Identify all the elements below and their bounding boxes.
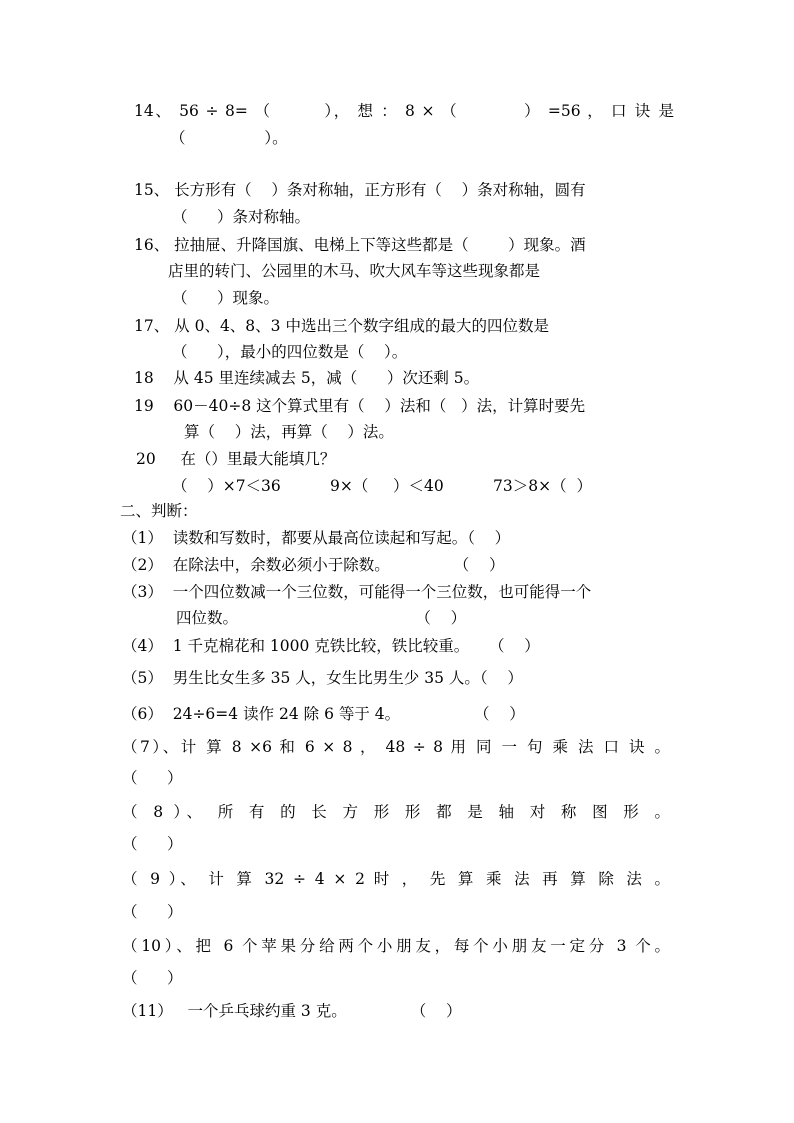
q15-line-2: （ ）条对称轴。 bbox=[172, 208, 311, 226]
q19-line-1: 19 60－40÷8 这个算式里有（ ）法和（ ）法，计算时要先 bbox=[134, 397, 586, 415]
q17-line-1: 17、 从 0、4、8、3 中选出三个数字组成的最大的四位数是 bbox=[134, 317, 549, 335]
judgment-item-3-line-1: （3） 一个四位数减一个三位数，可能得一个三位数，也可能得一个 bbox=[122, 583, 592, 601]
q19-line-2: 算（ ）法，再算（ ）法。 bbox=[184, 423, 394, 441]
judgment-item-4: （4） 1 千克棉花和 1000 克铁比较，铁比较重。 （ ） bbox=[122, 637, 540, 655]
q16-line-1: 16、 拉抽屉、升降国旗、电梯上下等这些都是（ ）现象。酒 bbox=[134, 236, 586, 254]
judgment-item-9-line-2: （ ） bbox=[122, 903, 183, 921]
q14-line-2: （ ）。 bbox=[170, 129, 288, 147]
q16-line-3: （ ）现象。 bbox=[172, 289, 280, 307]
q17-line-2: （ ），最小的四位数是（ ）。 bbox=[172, 343, 408, 361]
section-heading: 二、判断： bbox=[120, 502, 198, 520]
judgment-item-5: （5） 男生比女生多 35 人，女生比男生少 35 人。（ ） bbox=[122, 669, 523, 687]
judgment-item-8-line-1: （ 8 ）、 所 有 的 长 方 形 形 都 是 轴 对 称 图 形 。 bbox=[122, 803, 670, 821]
q15-line-1: 15、 长方形有（ ）条对称轴，正方形有（ ）条对称轴，圆有 bbox=[134, 181, 586, 199]
judgment-item-3-line-2: 四位数。 （ ） bbox=[176, 609, 467, 627]
q14-line-1: 14、 56 ÷ 8= （ ）， 想 ： 8 × （ ） =56 ， 口 诀 是 bbox=[134, 102, 674, 120]
judgment-item-7-line-1: （7）、计 算 8 ×6 和 6 × 8 ， 48 ÷ 8 用 同 一 句 乘 法 口 诀 。 bbox=[122, 738, 670, 756]
judgment-item-1: （1） 读数和写数时，都要从最高位读起和写起。（ ） bbox=[122, 529, 511, 547]
judgment-item-6: （6） 24÷6=4 读作 24 除 6 等于 4。 （ ） bbox=[122, 705, 525, 723]
judgment-item-10-line-1: （10）、把 6 个苹果分给两个小朋友，每个小朋友一定分 3 个。 bbox=[122, 937, 670, 955]
q20-line-1: 20 在（）里最大能填几？ bbox=[136, 450, 336, 468]
q20-line-2: （ ）×7＜36 9×（ ）＜40 73＞8×（ ） bbox=[172, 477, 592, 495]
judgment-item-9-line-1: （ 9 ）、 计 算 32 ÷ 4 × 2 时 ， 先 算 乘 法 再 算 除 法 。 bbox=[122, 870, 670, 888]
judgment-item-2: （2） 在除法中，余数必须小于除数。 （ ） bbox=[122, 556, 505, 574]
judgment-item-7-line-2: （ ） bbox=[122, 769, 183, 787]
judgment-item-10-line-2: （ ） bbox=[122, 969, 183, 987]
q18-line-1: 18 从 45 里连续减去 5，减（ ）次还剩 5。 bbox=[134, 369, 480, 387]
q16-line-2: 店里的转门、公园里的木马、吹大风车等这些现象都是 bbox=[168, 262, 541, 280]
judgment-item-11: （11） 一个乒乓球约重 3 克。 （ ） bbox=[122, 1002, 462, 1020]
judgment-item-8-line-2: （ ） bbox=[122, 835, 183, 853]
